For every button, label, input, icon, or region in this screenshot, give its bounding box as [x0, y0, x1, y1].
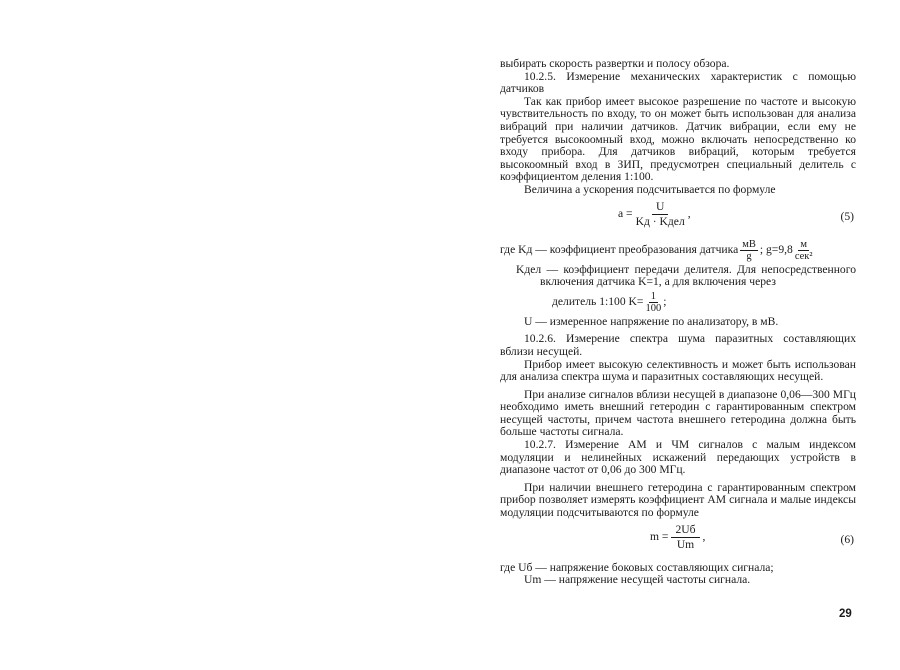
ratio-num: 1 — [650, 290, 656, 302]
where-ub: где Uб — напряжение боковых составляющих сигнала; — [500, 560, 774, 574]
formula-6-lhs: m = — [650, 530, 669, 544]
formula-5-body — [618, 201, 691, 229]
unit-s2: сек² — [794, 250, 813, 262]
where-kdel: Kдел — коэффициент передачи делителя. Для непосредственного включения датчика K=1, а для включения через — [516, 262, 856, 289]
where-kdel-ratio-text: делитель 1:100 K= — [552, 294, 644, 308]
formula-5-tail: , — [687, 207, 691, 221]
formula-6-tail: , — [702, 530, 706, 544]
paragraph-am: При наличии внешнего гетеродина с гарантированным спектром прибор позволяет измерять коэффициент АМ сигнала и малые индексы модуляции подсчитываются по формуле — [500, 480, 856, 520]
where-kdel-ratio — [500, 291, 856, 314]
section-heading-10-2-5: 10.2.5. Измерение механических характеристик с помощью датчиков — [500, 69, 856, 96]
paragraph-continued: выбирать скорость развертки и полосу обзора. — [500, 57, 730, 70]
unit-mv-per-g — [740, 239, 758, 262]
formula-5 — [500, 199, 856, 237]
text-column — [500, 58, 856, 587]
formula-5-number: (5) — [840, 209, 854, 223]
page-number: 29 — [839, 608, 852, 620]
formula-6 — [500, 522, 856, 560]
where-g-sep: ; g=9,8 — [759, 242, 793, 256]
unit-mv: мВ — [742, 238, 756, 250]
formula-6-denominator: Um — [676, 538, 695, 552]
ratio-fraction — [645, 291, 661, 314]
formula-5-fraction — [636, 201, 685, 229]
unit-m-per-s2 — [795, 239, 813, 262]
section-heading-10-2-7: 10.2.7. Измерение АМ и ЧМ сигналов с малым индексом модуляции и нелинейных искажений передающих устройств в диапазоне частот от 0,06 до 300 МГц. — [500, 438, 856, 477]
unit-m: м — [800, 238, 807, 250]
paragraph-acceleration: Величина a ускорения подсчитывается по формуле — [524, 182, 776, 196]
where-kd-text: где Kд — коэффициент преобразования датчика — [500, 242, 739, 256]
formula-6-body — [650, 524, 705, 552]
section-heading-10-2-6: 10.2.6. Измерение спектра шума паразитных составляющих вблизи несущей. — [500, 332, 856, 358]
formula-6-fraction — [671, 524, 699, 552]
paragraph-heterodyne: При анализе сигналов вблизи несущей в диапазоне 0,06—300 МГц необходимо иметь внешний гетеродин с гарантированным спектром несущей частоты, причем частота внешнего гетеродина должна быть больше частоты сигнала. — [500, 387, 856, 439]
where-um: Um — напряжение несущей частоты сигнала. — [524, 573, 751, 587]
where-u: U — измеренное напряжение по анализатору, в мВ. — [524, 314, 779, 328]
formula-6-numerator: 2Uб — [671, 524, 699, 539]
paragraph-vibration: Так как прибор имеет высокое разрешение по частоте и высокую чувствительность по входу, то он может быть использован для анализа вибраций при наличии датчиков. Датчик вибрации, если ему не требуется высокоомный вход, можно включать непосредственно ко входу прибора. Для датчиков вибраций, которым требуется высокоомный вход в ЗИП, предусмотрен специальный делитель с коэффициентом деления 1:100. — [500, 94, 856, 184]
formula-5-numerator: U — [652, 201, 668, 216]
formula-5-lhs: a = — [618, 207, 633, 221]
paragraph-noise: Прибор имеет высокую селективность и может быть использован для анализа спектра шума и паразитных составляющих несущей. — [500, 357, 856, 384]
unit-g: g — [746, 250, 752, 262]
ratio-suffix: ; — [663, 294, 667, 308]
where-kd — [500, 239, 856, 262]
ratio-den: 100 — [645, 302, 662, 314]
formula-6-number: (6) — [840, 532, 854, 546]
formula-5-denominator: Kд · Kдел — [635, 215, 685, 229]
